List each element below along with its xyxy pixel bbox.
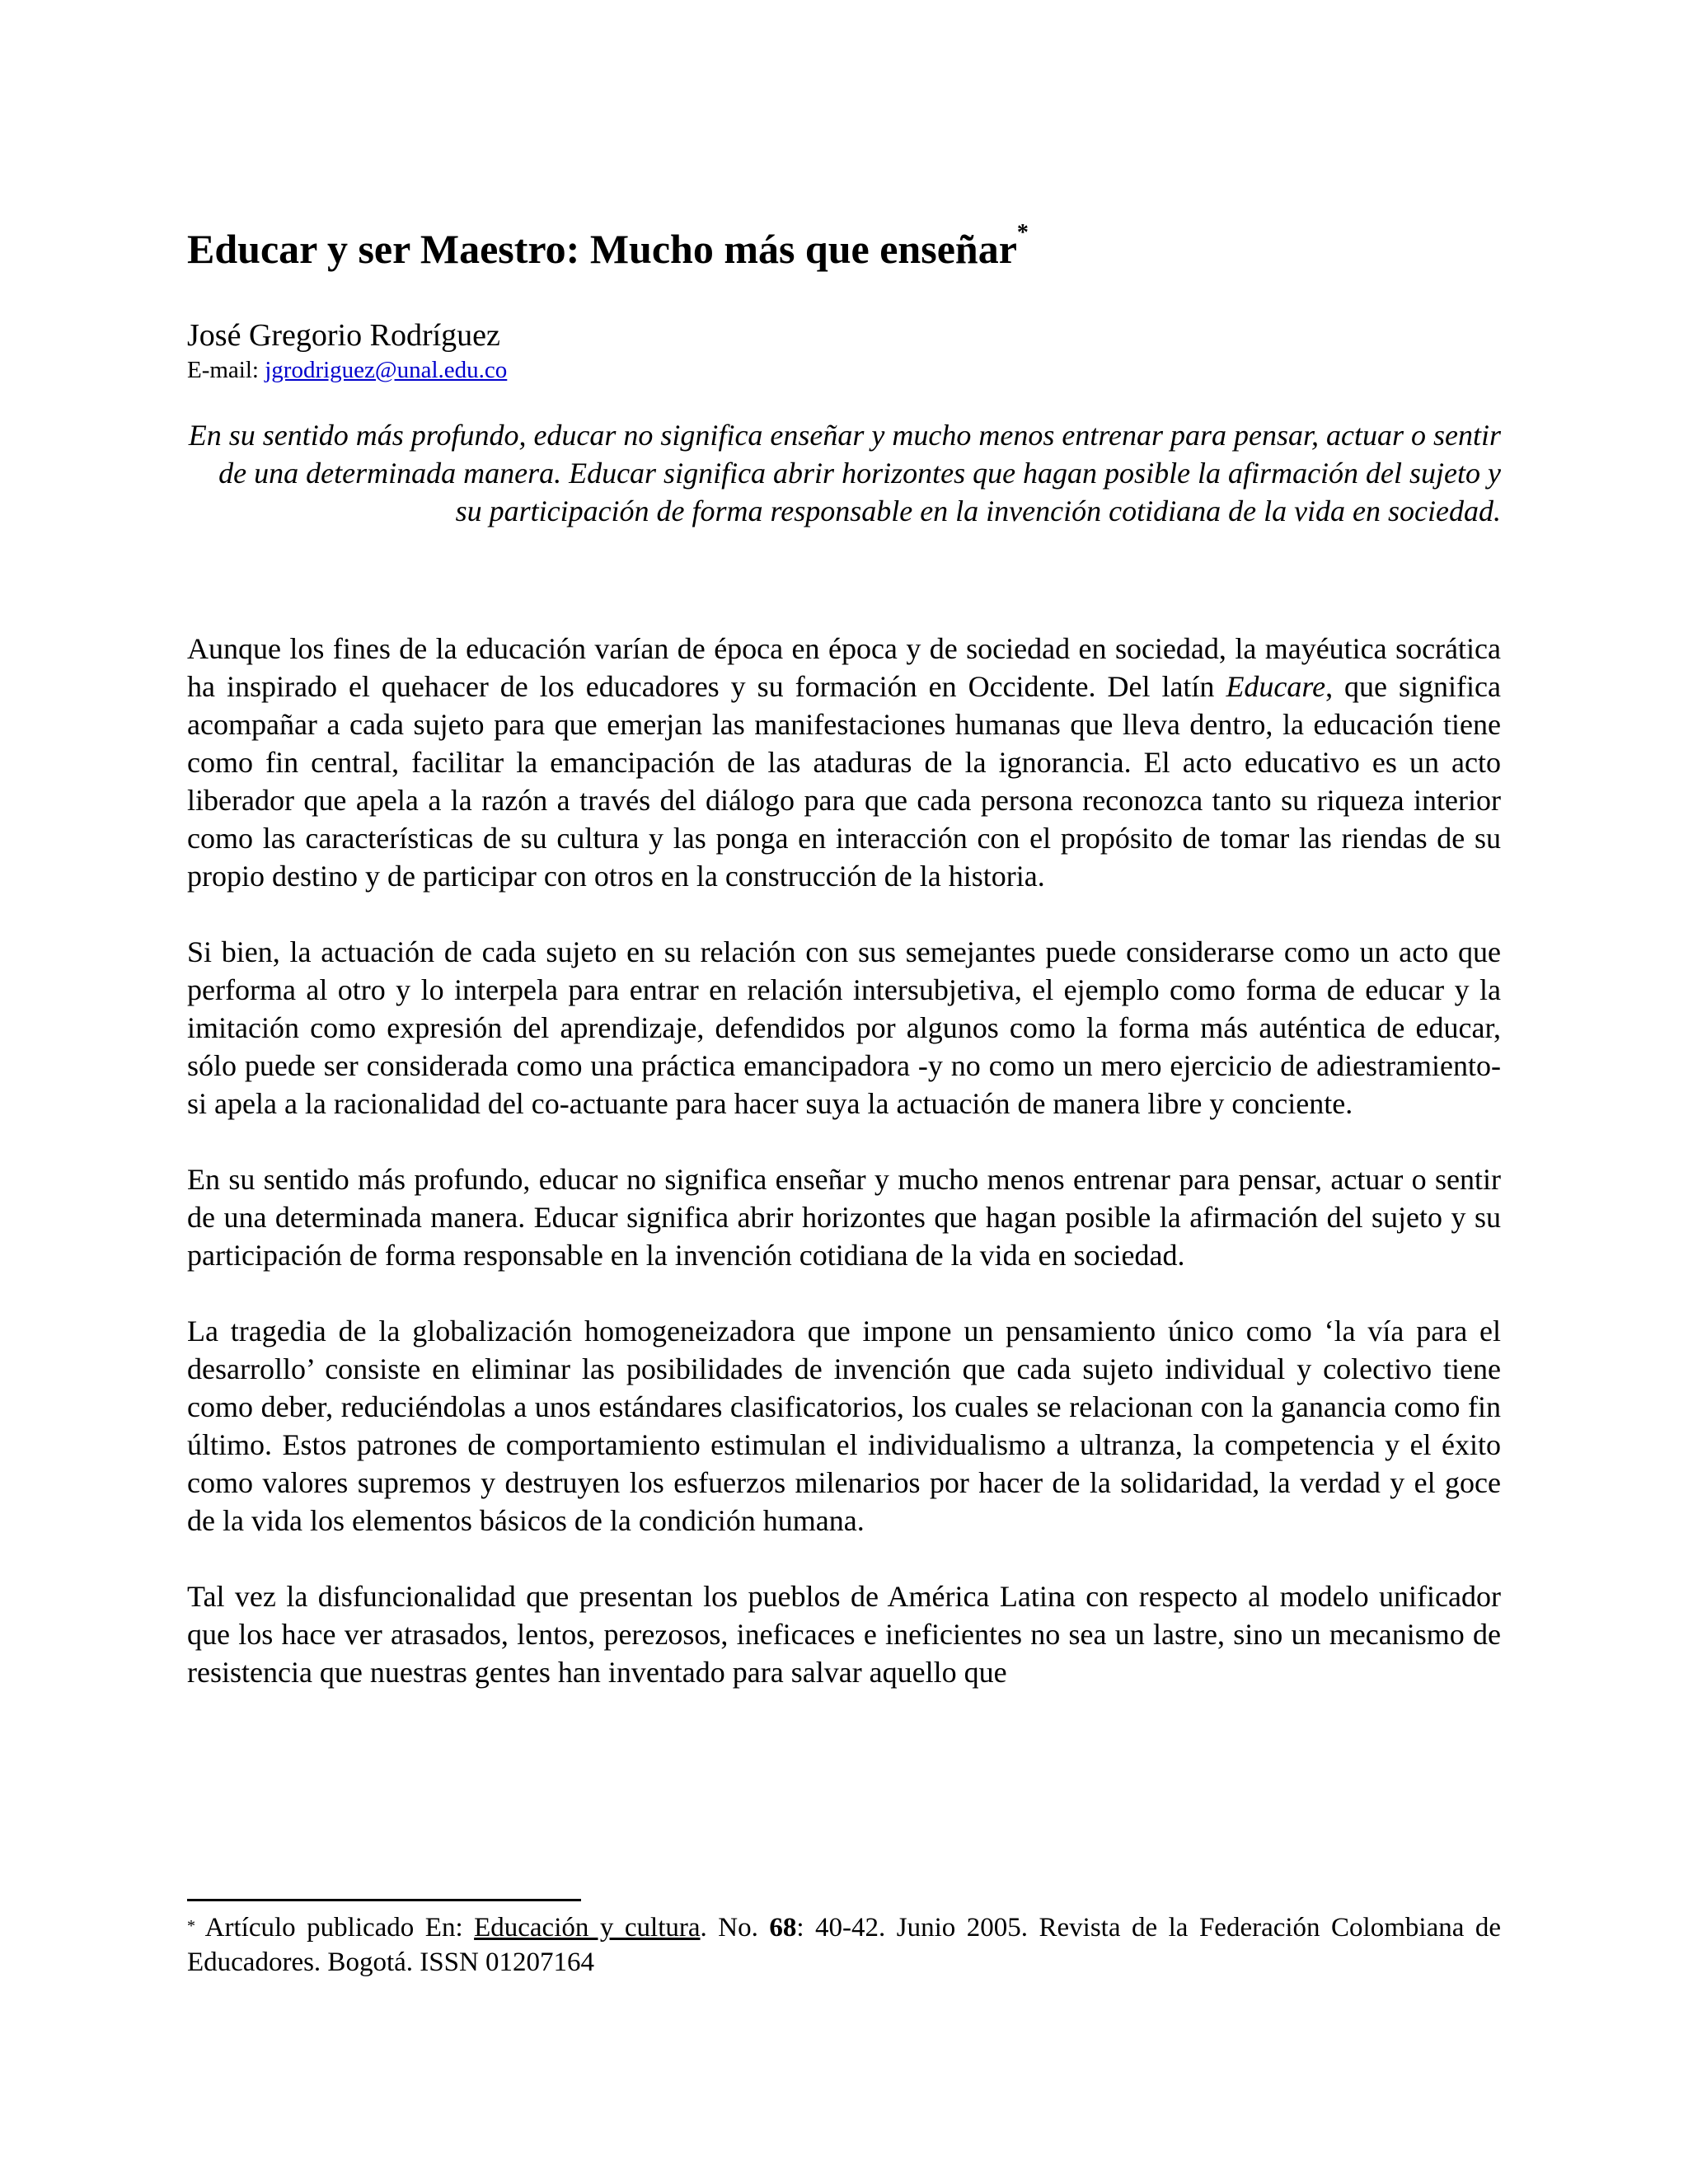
- footnote-divider: [187, 1899, 581, 1901]
- footnote-number-label: . No.: [700, 1913, 770, 1943]
- document-title: [187, 220, 1029, 274]
- title-footnote-mark: *: [1016, 220, 1029, 246]
- paragraph-1-start: Aunque los fines de la educación varían de época en época y de sociedad en sociedad, la mayéutica socrática ha inspirado el quehacer de los educadores y su formación en Occidente. Del latín: [187, 632, 1501, 703]
- paragraph-5: Tal vez la disfuncionalidad que presentan los pueblos de América Latina con respecto al modelo unificador que los hace ver atrasados, lentos, perezosos, ineficaces e ineficientes no sea un lastre, sino un mecanismo de resistencia que nuestras gentes han inventado para salvar aquello que: [187, 1580, 1501, 1689]
- paragraph-2: Si bien, la actuación de cada sujeto en su relación con sus semejantes puede considerarse como un acto que performa al otro y lo interpela para entrar en relación intersubjetiva, el ejemplo como forma de educar y la imitación como expresión del aprendizaje, defendidos por algunos como la forma más auténtica de educar, sólo puede ser considerada como una práctica emancipadora -y no como un mero ejercicio de adiestramiento- si apela a la racionalidad del co-actuante para hacer suya la actuación de manera libre y conciente.: [187, 935, 1501, 1120]
- paragraph-1: [187, 630, 1501, 895]
- footnote-mark: *: [187, 1917, 195, 1935]
- author-name: José Gregorio Rodríguez: [187, 318, 500, 353]
- footnote-prefix: Artículo publicado En:: [195, 1913, 475, 1943]
- email-label: E-mail:: [187, 357, 259, 383]
- paragraph-1-end: , que significa acompañar a cada sujeto para que emerjan las manifestaciones humanas que lleva dentro, la educación tiene como fin central, facilitar la emancipación de las ataduras de la ignorancia. El acto educativo es un acto liberador que apela a la razón a través del diálogo para que cada persona reconozca tanto su riqueza interior como las características de su cultura y las ponga en interacción con el propósito de tomar las riendas de su propio destino y de participar con otros en la construcción de la historia.: [187, 670, 1501, 893]
- footnote-rest: : 40-42. Junio 2005. Revista de la Federación Colombiana de Educadores. Bogotá. ISSN 01207164: [187, 1913, 1502, 1977]
- author-email: [187, 356, 507, 385]
- footnote: [187, 1910, 1501, 1980]
- latin-term: Educare: [1226, 670, 1326, 703]
- paragraph-4: La tragedia de la globalización homogeneizadora que impone un pensamiento único como ‘la vía para el desarrollo’ consiste en eliminar las posibilidades de invención que cada sujeto individual y colectivo tiene como deber, reduciéndolas a unos estándares clasificatorios, los cuales se relacionan con la ganancia como fin último. Estos patrones de comportamiento estimulan el individualismo a ultranza, la competencia y el éxito como valores supremos y destruyen los esfuerzos milenarios por hacer de la solidaridad, la verdad y el goce de la vida los elementos básicos de la condición humana.: [187, 1315, 1501, 1537]
- email-link[interactable]: jgrodriguez@unal.edu.co: [265, 357, 508, 383]
- body-text: [187, 630, 1501, 1729]
- epigraph: En su sentido más profundo, educar no significa enseñar y mucho menos entrenar para pensar, actuar o sentir de una determinada manera. Educar significa abrir horizontes que hagan posible la afirmación del sujeto y su participación de forma responsable en la invención cotidiana de la vida en sociedad.: [188, 419, 1501, 527]
- footnote-journal: Educación y cultura: [474, 1913, 701, 1943]
- paragraph-3: En su sentido más profundo, educar no significa enseñar y mucho menos entrenar para pensar, actuar o sentir de una determinada manera. Educar significa abrir horizontes que hagan posible la afirmación del sujeto y su participación de forma responsable en la invención cotidiana de la vida en sociedad.: [187, 1163, 1501, 1272]
- title-text: Educar y ser Maestro: Mucho más que enseñar: [187, 226, 1017, 272]
- footnote-issue-number: 68: [769, 1913, 797, 1943]
